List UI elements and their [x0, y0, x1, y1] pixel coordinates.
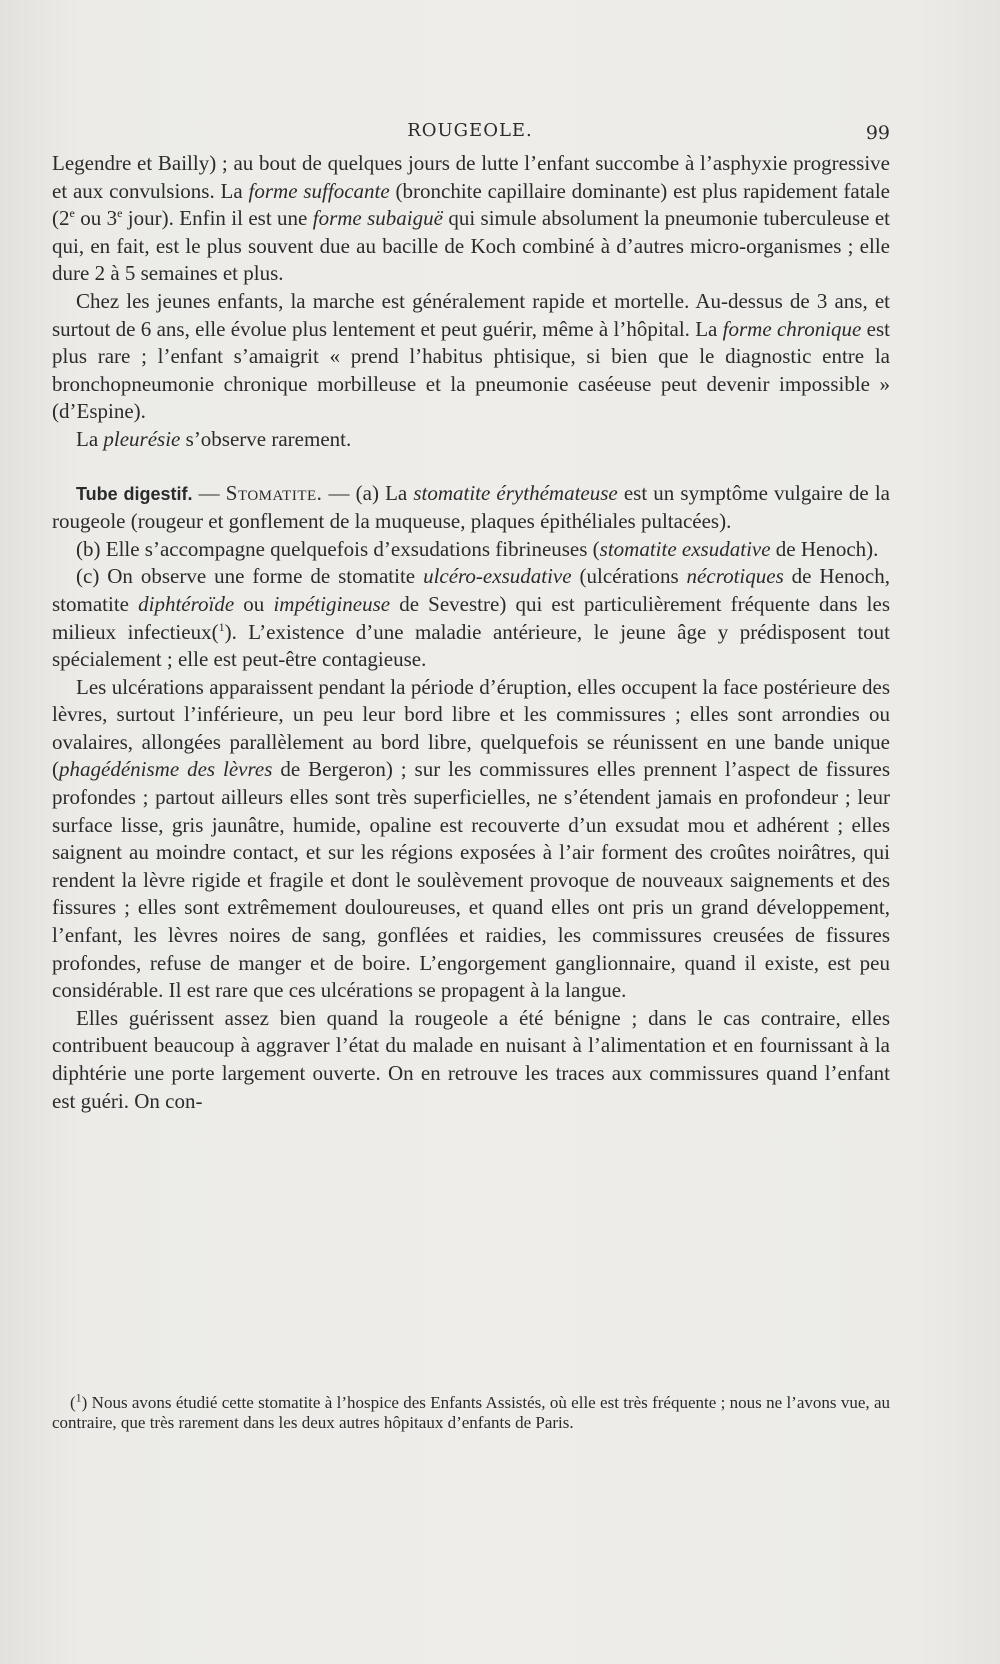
paragraph-1: Legendre et Bailly) ; au bout de quelques jours de lutte l’enfant succombe à l’asphyxie progressive et aux convulsions. La forme suffocante (bronchite capillaire dominante) est plus rapidement fatale (2e ou 3e jour). Enfin il est une forme subaiguë qui simule absolument la pneumonie tuberculeuse et qui, en fait, est le plus souvent due au bacille de Koch combiné à d’autres micro-organismes ; elle dure 2 à 5 semaines et plus.	[52, 151, 891, 286]
paragraph-6: (c) On observe une forme de stomatite ulcéro-exsudative (ulcérations nécrotiques de Henoch, stomatite diphtéroïde ou impétigineuse de Sevestre) qui est particulièrement fréquente dans les milieux infectieux($^1$). L’existence d’une maladie antérieure, le jeune âge y prédisposent tout spécialement ; elle est peut-être contagieuse.	[52, 564, 890, 672]
section-tube-digestif: Tube digestif. — Stomatite. — (a) La stomatite érythémateuse est un symptôme vulgaire de la rougeole (rougeur et gonflement de la muqueuse, plaques épithéliales pultacées).	[52, 480, 891, 534]
running-title: ROUGEOLE.	[407, 120, 533, 141]
footnote-mark: 1	[75, 1390, 82, 1405]
paragraph-2: Chez les jeunes enfants, la marche est généralement rapide et mortelle. Au-dessus de 3 ans, et surtout de 6 ans, elle évolue plus lentement et peut guérir, même à l’hôpital. La forme chronique est plus rare ; l’enfant s’amaigrit « prend l’habitus phtisique, si bien que le diagnostic entre la bronchopneumonie chronique morbilleuse et la pneumonie caséeuse peut devenir impossible » (d’Espine).	[52, 288, 890, 424]
page-header	[52, 118, 888, 146]
paragraph-8: Elles guérissent assez bien quand la rougeole a été bénigne ; dans le cas contraire, elles contribuent beaucoup à aggraver l’état du malade en nuisant à l’alimentation et en fournissant à la diphtérie une porte largement ouverte. On en retrouve les traces aux commissures quand l’enfant est guéri. On con-	[52, 1005, 890, 1113]
paragraph-7: Les ulcérations apparaissent pendant la période d’éruption, elles occupent la face postérieure des lèvres, surtout l’inférieure, un peu leur bord libre et les commissures ; elles sont arrondies ou ovalaires, allongées parallèlement au bord libre, quelquefois se réunissent en une bande unique (phagédénisme des lèvres de Bergeron) ; sur les commissures elles prennent l’aspect de fissures profondes ; partout ailleurs elles sont très superficielles, ne s’étendent jamais en profondeur ; leur surface lisse, gris jaunâtre, humide, opaline est recouverte d’un exsudat mou et adhérent ; elles saignent au moindre contact, et sur les régions exposées à l’air forment des croûtes noirâtres, qui rendent la lèvre rigide et fragile et dont le soulèvement provoque de nouveaux saignements et des fissures ; elles sont extrêmement douloureuses, et quand elles ont pris un grand développement, l’enfant, les lèvres noires de sang, gonflées et raidies, les commissures creusées de fissures profondes, refuse de manger et de boire. L’engorgement ganglionnaire, quand il existe, est peu considérable. Il est rare que ces ulcérations se propagent à la langue.	[52, 674, 890, 1003]
paragraph-5: (b) Elle s’accompagne quelquefois d’exsudations fibrineuses (stomatite exsudative de Henoch).	[76, 536, 879, 561]
subsection-heading: Stomatite.	[225, 480, 323, 505]
footnote-reference: 1	[218, 619, 225, 634]
footnote: ($^1$) Nous avons étudié cette stomatite à l’hospice des Enfants Assistés, où elle est très fréquente ; nous ne l’avons vue, au contraire, que très rarement dans les deux autres hôpitaux d’enfants de Paris.	[52, 1390, 890, 1432]
footnote-text: Nous avons étudié cette stomatite à l’hospice des Enfants Assistés, où elle est très fréquente ; nous ne l’avons vue, au contraire, que très rarement dans les deux autres hôpitaux d’enfants de Paris.	[52, 1393, 890, 1432]
body-text	[52, 150, 890, 1115]
paragraph-3: La pleurésie s’observe rarement.	[76, 426, 352, 451]
section-heading: Tube digestif.	[76, 483, 193, 504]
page-number: 99	[865, 122, 890, 144]
